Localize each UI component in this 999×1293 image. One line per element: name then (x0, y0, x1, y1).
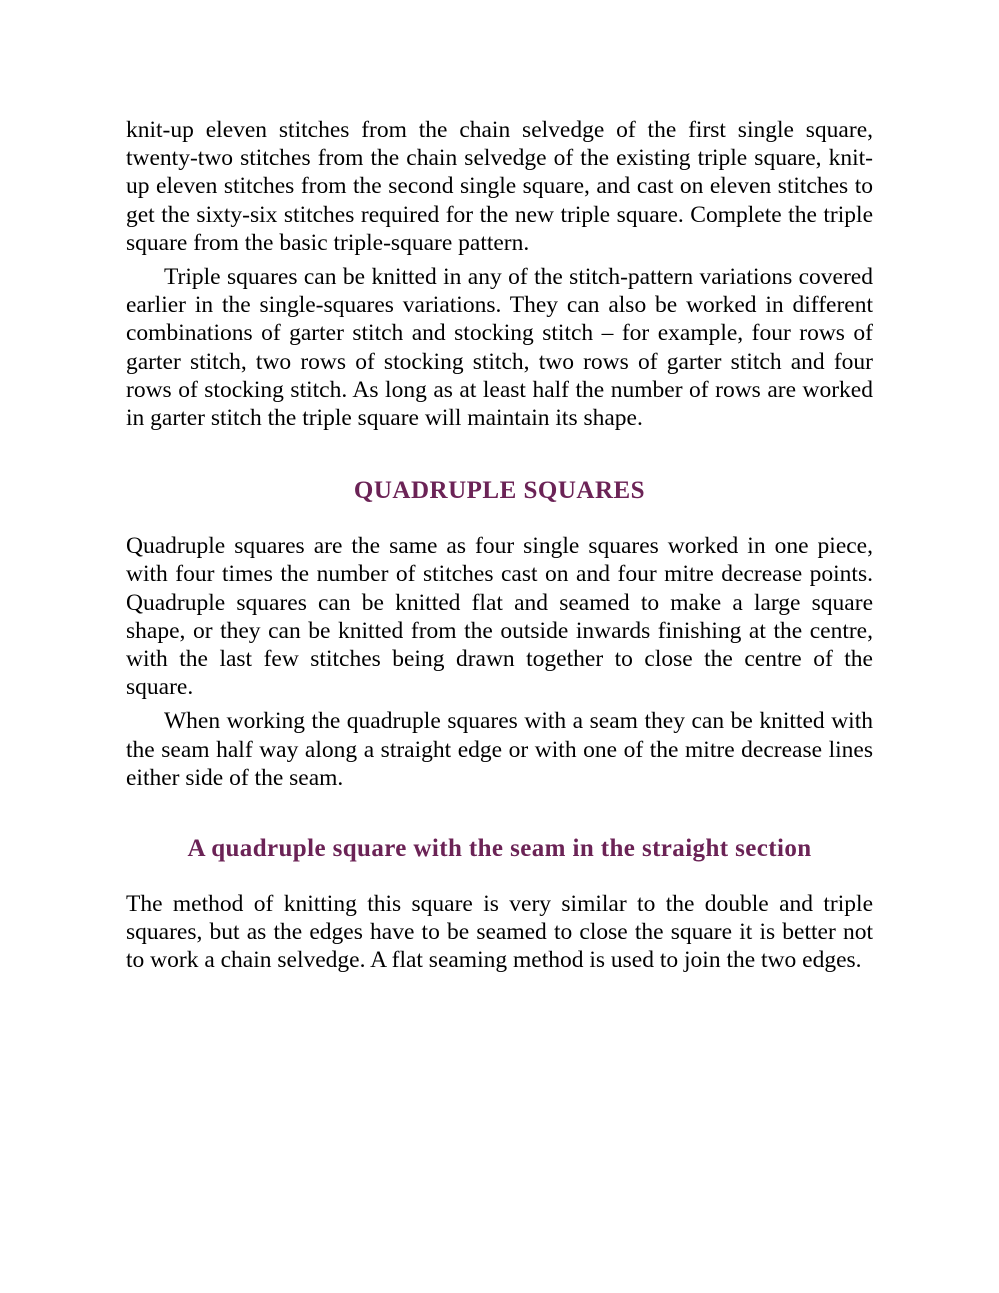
quadruple-paragraph-2: When working the quadruple squares with a seam they can be knitted with the seam half way along a straight edge or with one of the mitre decrease lines either side of the seam. (126, 708, 873, 791)
subsection-heading-seam-straight: A quadruple square with the seam in the straight section (187, 835, 812, 863)
quadruple-paragraph-1: Quadruple squares are the same as four single squares worked in one piece, with four times the number of stitches cast on and four mitre decrease points. Quadruple squares can be knitted flat and seamed to make a large square shape, or they can be knitted from the outside inwards finishing at the centre, with the last few stitches being drawn together to close the centre of the square. (126, 533, 873, 701)
intro-paragraph-1: knit-up eleven stitches from the chain selvedge of the first single square, twenty-two stitches from the chain selvedge of the existing triple square, knit-up eleven stitches from the second single square, and cast on eleven stitches to get the sixty-six stitches required for the new triple square. Complete the triple square from the basic triple-square pattern. (126, 117, 873, 256)
intro-paragraph-2: Triple squares can be knitted in any of the stitch-pattern variations covered earlier in the single-squares variations. They can also be worked in different combinations of garter stitch and stocking stitch – for example, four rows of garter stitch, two rows of stocking stitch, two rows of garter stitch and four rows of stocking stitch. As long as at least half the number of rows are worked in garter stitch the triple square will maintain its shape. (126, 264, 873, 432)
section-heading-quadruple-squares: QUADRUPLE SQUARES (353, 477, 646, 505)
document-page (126, 116, 873, 975)
seam-straight-paragraph-1: The method of knitting this square is very similar to the double and triple squares, but as the edges have to be seamed to close the square it is better not to work a chain selvedge. A flat seaming method is used to join the two edges. (126, 891, 873, 974)
